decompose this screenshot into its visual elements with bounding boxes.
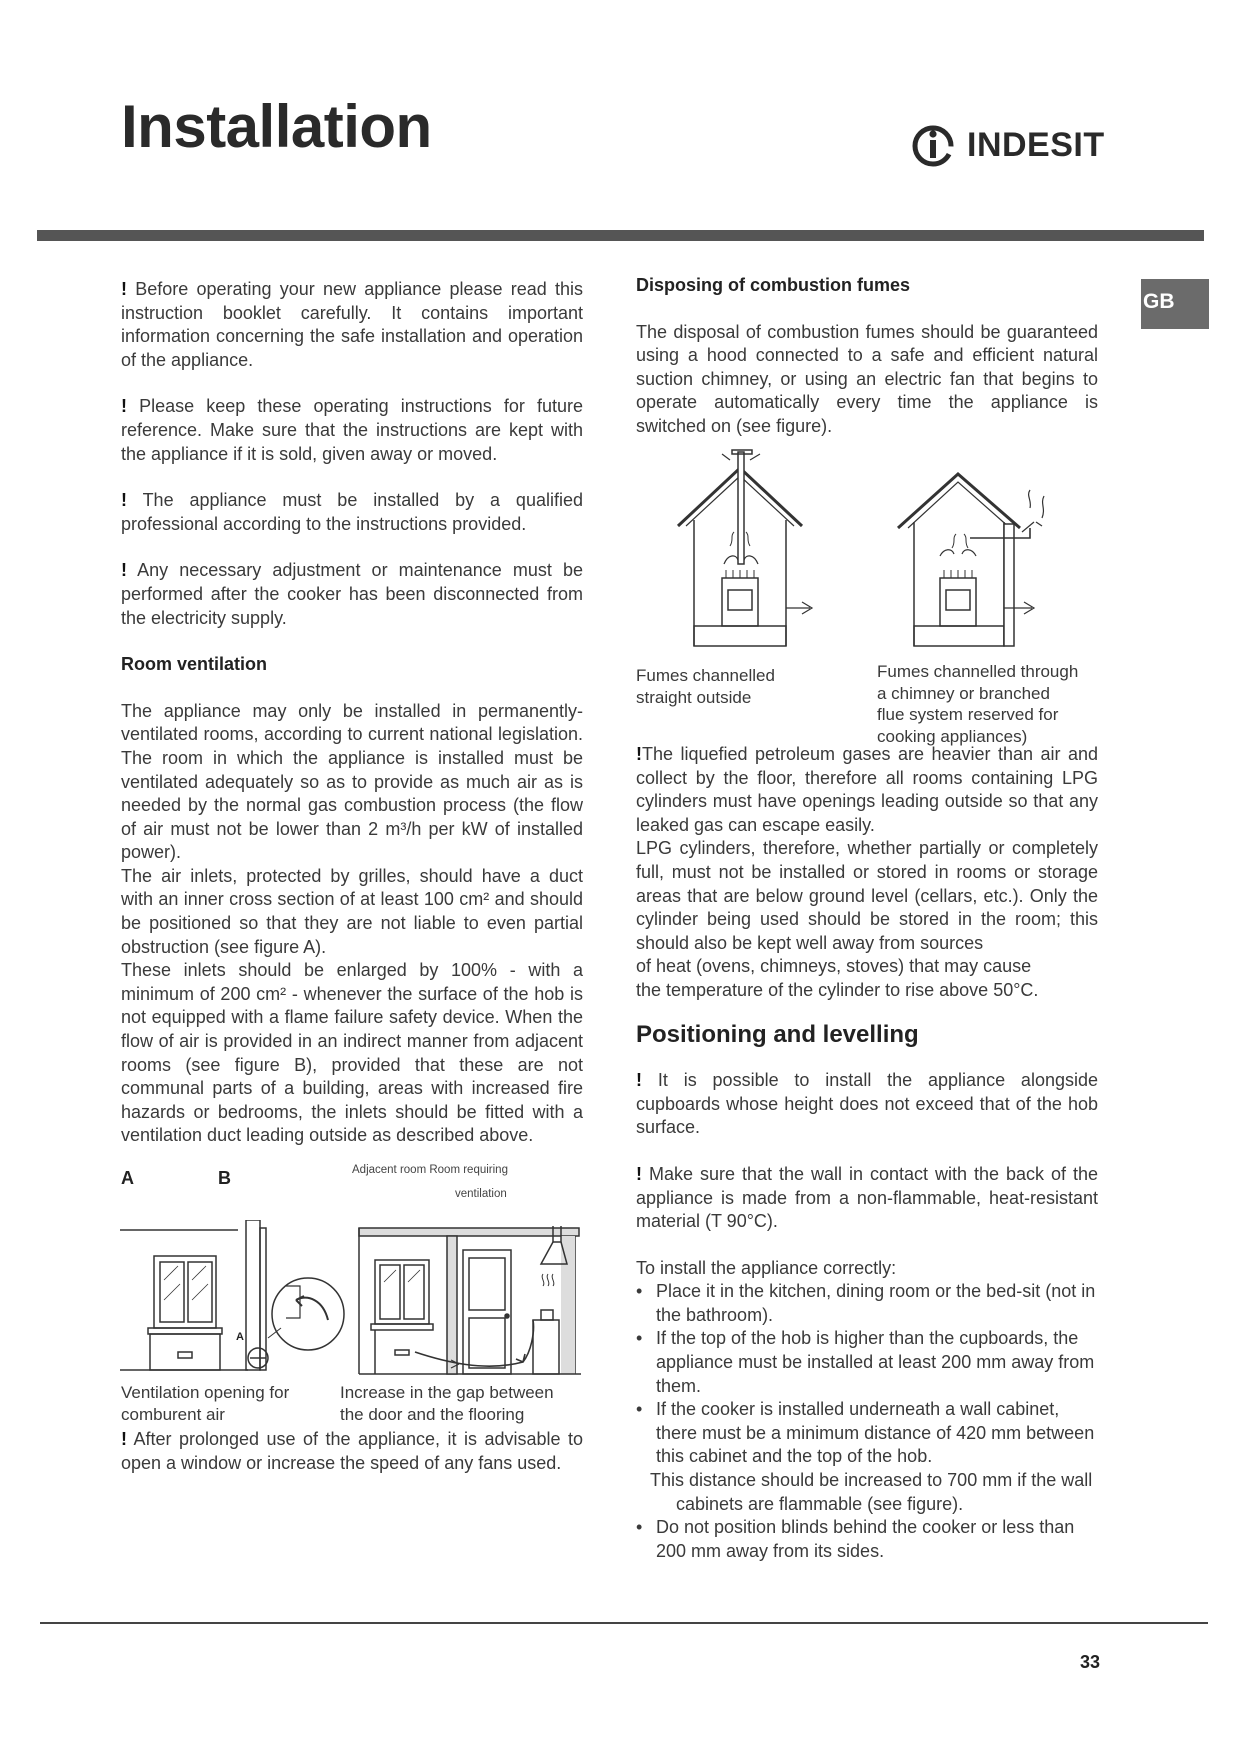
right-column-top — [636, 274, 1098, 439]
warning-mark: ! — [121, 396, 127, 417]
header-divider — [37, 230, 1204, 241]
ventilation-figure-b — [355, 1212, 585, 1382]
bullet-item: • If the cooker is installed underneath a wall cabinet, there must be a minimum distance of 420 mm between this cabinet and the top of the hob. — [636, 1399, 1095, 1467]
paragraph-keep-instructions: ! Please keep these operating instructions for future reference. Make sure that the instructions are kept with the appliance if it is sold, given away or moved. — [121, 396, 583, 464]
fumes-houses-figure — [670, 446, 1090, 656]
bullet-item: • Place it in the kitchen, dining room or the bed-sit (not in the bathroom). — [636, 1281, 1096, 1325]
paragraph-qualified-professional: ! The appliance must be installed by a qualified professional according to the instructions provided. — [121, 490, 583, 534]
bullet-item: • If the top of the hob is higher than the cupboards, the appliance must be installed at least 200 mm away from them. — [636, 1328, 1095, 1396]
paragraph-inlets-enlarged: These inlets should be enlarged by 100% - with a minimum of 200 cm² - whenever the surface of the hob is not equipped with a flame failure safety device. When the flow of air is provided in an indirect manner from adjacent rooms (see figure B), provided that these are not communal parts of a building, areas with increased fire hazards or bedrooms, the inlets should be fitted with a ventilation duct leading outside as described above. — [121, 960, 583, 1146]
paragraph-fumes: The disposal of combustion fumes should be guaranteed using a hood connected to a safe and efficient natural suction chimney, or using an electric fan that begins to operate automatically every time the appliance is switched on (see figure). — [636, 321, 1098, 436]
page-title: Installation — [121, 93, 432, 160]
warning-mark: ! — [121, 560, 127, 581]
warning-mark: ! — [121, 279, 127, 299]
warning-mark: ! — [121, 1429, 127, 1449]
figure-a-label: A — [121, 1168, 134, 1188]
warning-mark: ! — [636, 1163, 642, 1184]
paragraph-lpg-heavier: !The liquefied petroleum gases are heavier than air and collect by the floor, therefore all rooms containing LPG cylinders must have openings leading outside so that any leaked gas can escape easily. — [636, 744, 1098, 835]
language-tab: GB — [1141, 279, 1209, 329]
paragraph-lpg-cylinders: LPG cylinders, therefore, whether partially or completely full, must not be installed or stored in rooms or storage areas that are below ground level (cellars, etc.). Only the cylinder being used should be stored in the room; this should also be kept well away from sources — [636, 838, 1098, 953]
install-intro: To install the appliance correctly: — [636, 1257, 897, 1278]
brand-name: INDESIT — [967, 126, 1105, 164]
caption-fumes-chimney: Fumes channelled through a chimney or branched flue system reserved for cooking appliances) — [877, 662, 1079, 746]
ventilation-figure-a — [118, 1220, 358, 1380]
paragraph-room-ventilation: The appliance may only be installed in permanently-ventilated rooms, according to current national legislation. The room in which the appliance is installed must be ventilated adequately so as to provide as much air as is needed by the normal gas combustion process (the flow of air must not be lower than 2 m³/h per kW of installed power). — [121, 700, 583, 863]
figure-b-top-label: Adjacent room Room requiring — [352, 1164, 508, 1176]
left-column — [121, 278, 583, 1148]
warning-mark: ! — [121, 490, 127, 511]
bullet-item: • Do not position blinds behind the cooker or less than 200 mm away from its sides. — [636, 1517, 1075, 1561]
paragraph-wall-material: ! Make sure that the wall in contact with the back of the appliance is made from a non-flammable, heat-resistant material (T 90°C). — [636, 1163, 1098, 1232]
paragraph-lpg-temperature: the temperature of the cylinder to rise above 50°C. — [636, 979, 1039, 1000]
figure-b-label: B — [218, 1168, 231, 1188]
paragraph-maintenance: ! Any necessary adjustment or maintenance must be performed after the cooker has been disconnected from the electricity supply. — [121, 560, 583, 628]
page-number: 33 — [1080, 1652, 1101, 1672]
right-column-lpg — [636, 743, 1098, 1563]
paragraph-read-booklet: ! Before operating your new appliance please read this instruction booklet carefully. It contains important information concerning the safe installation and operation of the appliance. — [121, 279, 583, 370]
paragraph-lpg-heat: of heat (ovens, chimneys, stoves) that may cause — [636, 956, 1032, 977]
paragraph-prolonged-use: ! After prolonged use of the appliance, it is advisable to open a window or increase the speed of any fans used. — [121, 1429, 583, 1473]
positioning-heading: Positioning and levelling — [636, 1020, 919, 1048]
info-circle-icon — [905, 118, 961, 174]
caption-figure-b: Increase in the gap between the door and the flooring — [340, 1383, 554, 1424]
figure-a-inset-label: A — [236, 1331, 244, 1343]
warning-mark: ! — [636, 744, 642, 764]
room-ventilation-heading: Room ventilation — [121, 654, 268, 675]
warning-mark: ! — [636, 1070, 642, 1091]
paragraph-cupboards: ! It is possible to install the appliance alongside cupboards whose height does not exceed that of the hob surface. — [636, 1070, 1098, 1138]
fumes-heading: Disposing of combustion fumes — [636, 275, 911, 295]
figure-b-top-label-2: ventilation — [455, 1188, 507, 1200]
caption-figure-a: Ventilation opening for comburent air — [121, 1383, 290, 1424]
footer-divider — [40, 1622, 1208, 1624]
bullet-continuation: This distance should be increased to 700 mm if the wall cabinets are flammable (see figure). — [650, 1470, 1093, 1514]
indesit-logo — [905, 118, 1105, 176]
left-column-footer — [121, 1428, 583, 1475]
caption-fumes-straight: Fumes channelled straight outside — [636, 666, 775, 707]
paragraph-air-inlets: The air inlets, protected by grilles, should have a duct with an inner cross section of at least 100 cm² and should be positioned so that they are not liable to even partial obstruction (see figure A). — [121, 865, 583, 957]
